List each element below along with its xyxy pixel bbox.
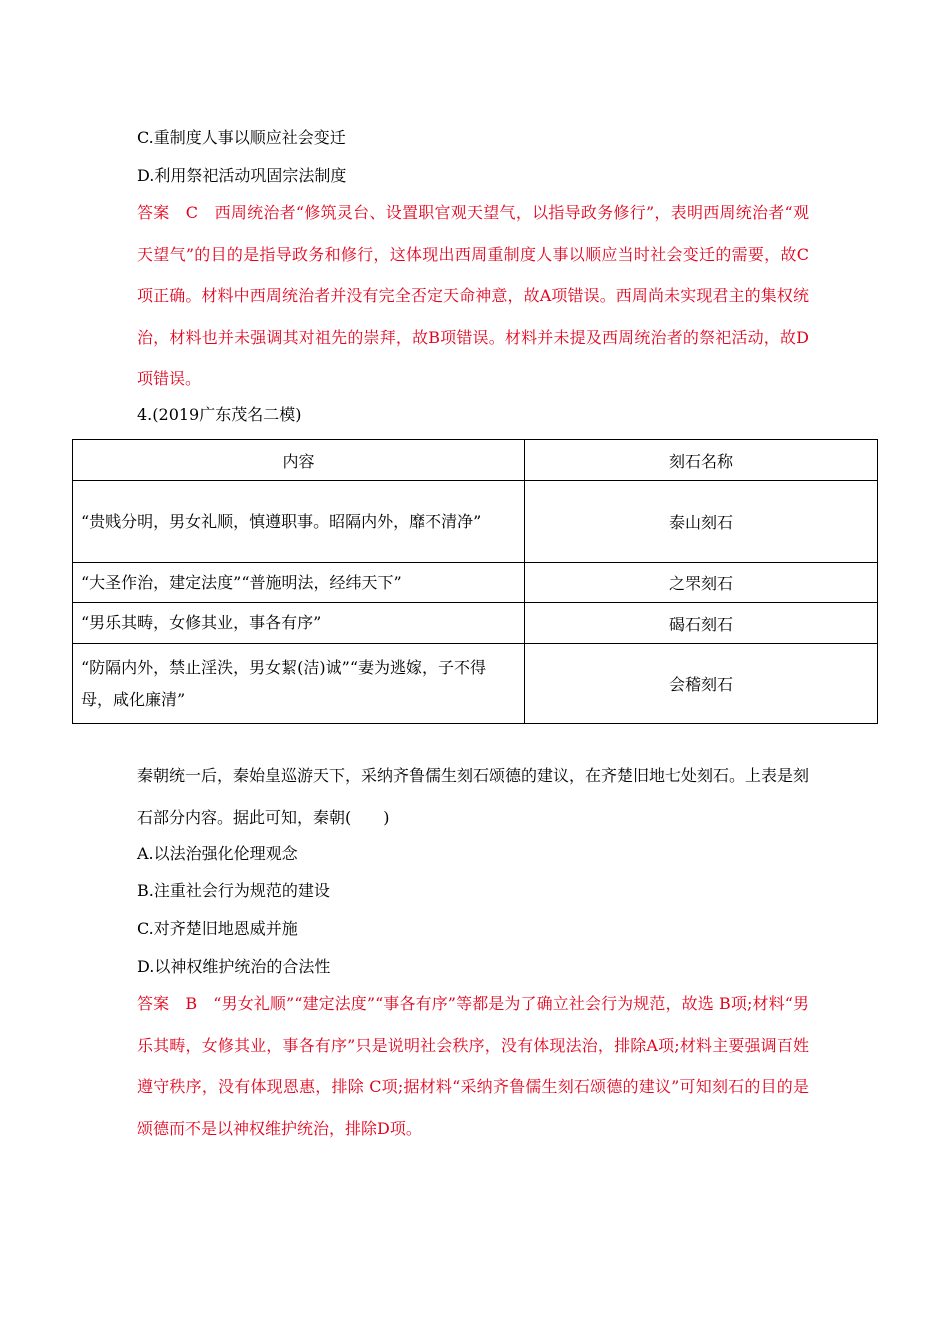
q4-option-d: D.以神权维护统治的合法性 — [137, 957, 331, 976]
table-cell-name: 碣石刻石 — [525, 603, 878, 644]
table-cell-content: “大圣作治，建定法度”“普施明法，经纬天下” — [73, 563, 525, 603]
table-header: 刻石名称 — [525, 440, 878, 481]
table-cell-content: “男乐其畴，女修其业，事各有序” — [73, 603, 525, 644]
table-header-row — [73, 440, 878, 481]
q4-option-b: B.注重社会行为规范的建设 — [137, 881, 330, 900]
q4-heading: 4.(2019广东茂名二模) — [137, 405, 302, 424]
table-cell-name: 之罘刻石 — [525, 563, 878, 603]
inscription-table — [72, 439, 878, 724]
table-row — [73, 481, 878, 563]
table-row — [73, 563, 878, 603]
table-cell-content: “贵贱分明，男女礼顺，慎遵职事。昭隔内外，靡不清净” — [73, 481, 525, 563]
q4-option-c: C.对齐楚旧地恩威并施 — [137, 919, 298, 938]
q3-option-d: D.利用祭祀活动巩固宗法制度 — [137, 166, 347, 185]
q4-answer: 答案 B “男女礼顺”“建定法度”“事各有序”等都是为了确立社会行为规范，故选 B项;材料“男乐其畴，女修其业，事各有序”只是说明社会秩序，没有体现法治，排除A项;材料主要强调百姓遵守秩序，没有体现恩惠，排除 C项;据材料“采纳齐鲁儒生刻石颂德的建议”可知刻石的目的是颂德而不是以神权维护统治，排除D项。 — [137, 994, 809, 1138]
q4-option-a: A.以法治强化伦理观念 — [137, 844, 298, 863]
table-cell-name: 泰山刻石 — [525, 481, 878, 563]
q4-stem: 秦朝统一后，秦始皇巡游天下，采纳齐鲁儒生刻石颂德的建议，在齐楚旧地七处刻石。上表是刻石部分内容。据此可知，秦朝( ) — [137, 766, 810, 827]
table-cell-content: “防隔内外，禁止淫泆，男女絜(洁)诚”“妻为逃嫁，子不得母，咸化廉清” — [73, 644, 525, 724]
table-cell-name: 会稽刻石 — [525, 644, 878, 724]
table-header: 内容 — [73, 440, 525, 481]
q3-answer: 答案 C 西周统治者“修筑灵台、设置职官观天望气，以指导政务修行”，表明西周统治者“观天望气”的目的是指导政务和修行，这体现出西周重制度人事以顺应当时社会变迁的需要，故C项正确。材料中西周统治者并没有完全否定天命神意，故A项错误。西周尚未实现君主的集权统治，材料也并未强调其对祖先的崇拜，故B项错误。材料并未提及西周统治者的祭祀活动，故D项错误。 — [137, 203, 809, 388]
table-row — [73, 644, 878, 724]
table-row — [73, 603, 878, 644]
q3-option-c: C.重制度人事以顺应社会变迁 — [137, 128, 346, 147]
